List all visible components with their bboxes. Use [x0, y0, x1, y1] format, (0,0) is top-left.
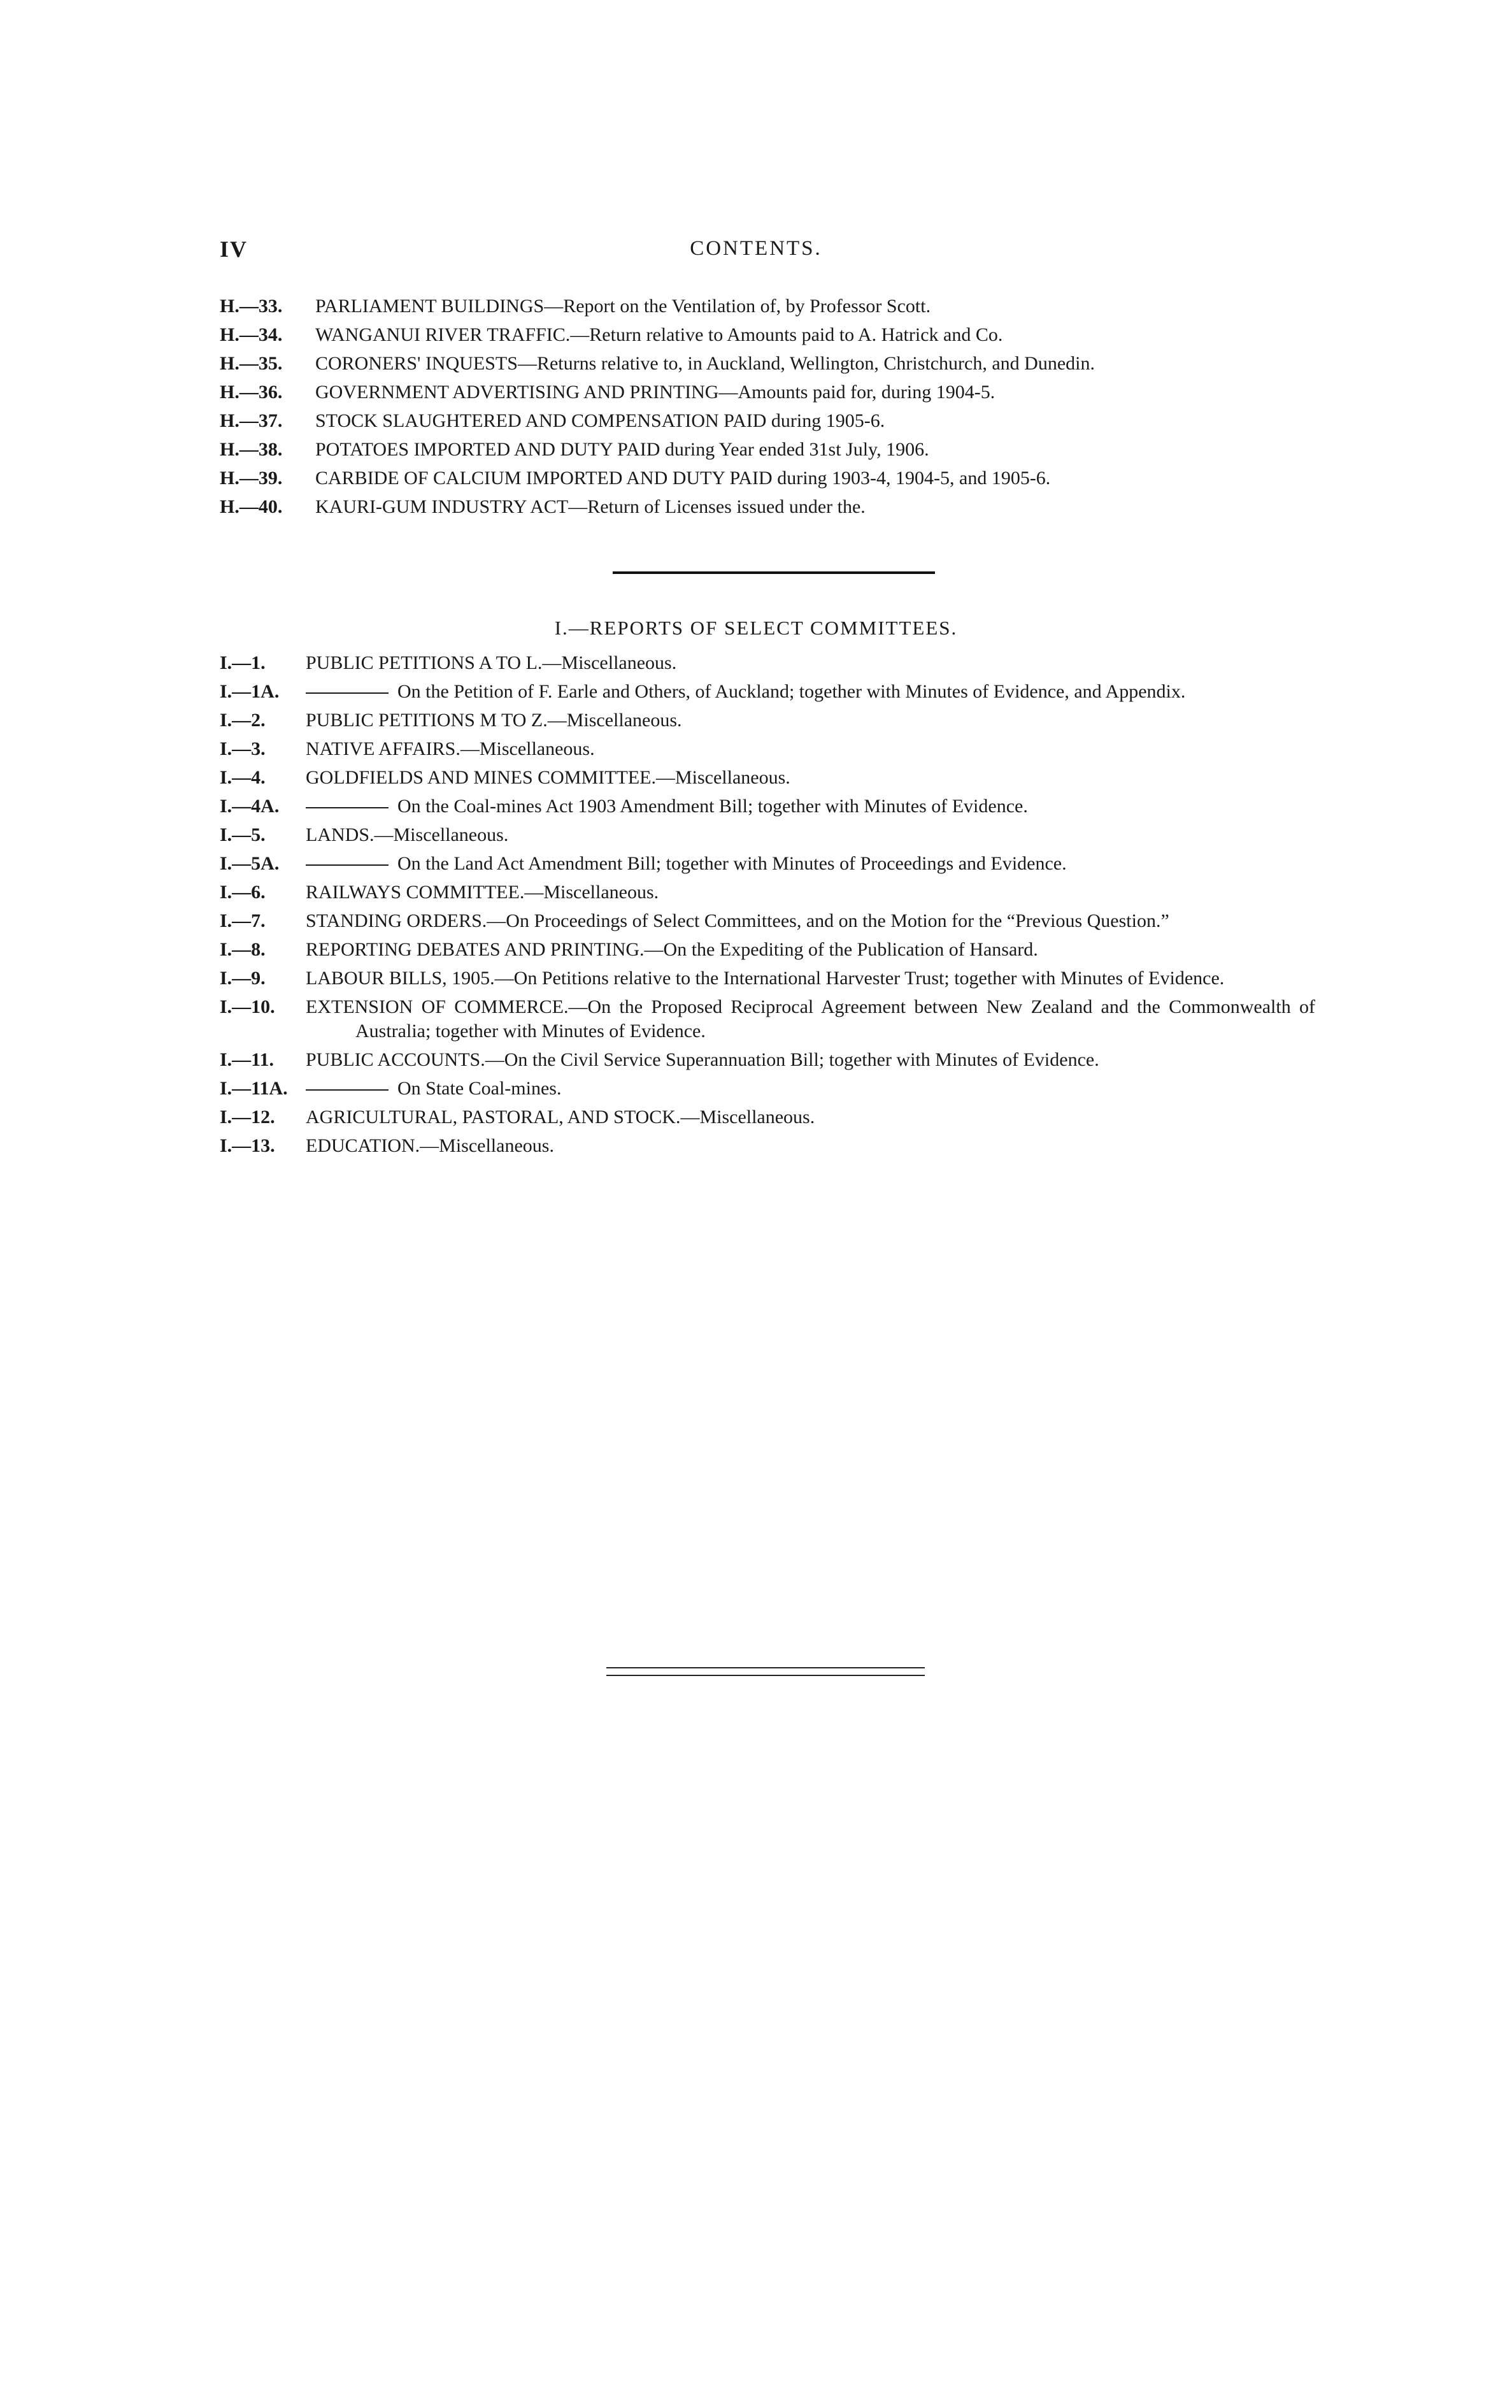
page-title: CONTENTS.	[690, 237, 822, 260]
list-item	[220, 909, 1315, 933]
section-heading: I.—REPORTS OF SELECT COMMITTEES.	[554, 617, 958, 639]
entry-text: RAILWAYS COMMITTEE.—Miscellaneous.	[306, 882, 659, 903]
entry-text: NATIVE AFFAIRS.—Miscellaneous.	[306, 738, 595, 759]
list-item	[220, 651, 1315, 675]
section-divider	[613, 571, 935, 574]
entry-code: H.—40.	[220, 496, 283, 517]
entry-text-body: On the Land Act Amendment Bill; together with Minutes of Proceedings and Evidence.	[397, 853, 1067, 874]
list-item	[220, 708, 1315, 733]
entry-text: REPORTING DEBATES AND PRINTING.—On the Expediting of the Publication of Hansard.	[306, 939, 1038, 960]
entry-code: I.—3.	[220, 738, 266, 759]
page-number: IV	[220, 236, 248, 262]
entry-code: H.—34.	[220, 324, 283, 345]
entry-code: I.—9.	[220, 968, 266, 989]
entry-text: POTATOES IMPORTED AND DUTY PAID during Year ended 31st July, 1906.	[315, 439, 929, 460]
list-item	[220, 1134, 1315, 1158]
entry-text: GOLDFIELDS AND MINES COMMITTEE.—Miscellaneous.	[306, 767, 790, 788]
list-item	[220, 323, 1315, 347]
list-item	[220, 938, 1315, 962]
entry-code: I.—13.	[220, 1135, 275, 1156]
ditto-dash	[306, 807, 389, 808]
entry-code: I.—8.	[220, 939, 266, 960]
i-series-list	[220, 651, 1315, 1163]
entry-code: I.—1.	[220, 652, 266, 673]
entry-code: I.—4A.	[220, 796, 280, 817]
entry-code: H.—37.	[220, 410, 283, 431]
entry-text: EXTENSION OF COMMERCE.—On the Proposed Reciprocal Agreement between New Zealand and the Commonwealth of Australia; together with Minutes of Evidence.	[306, 996, 1315, 1042]
entry-code: I.—7.	[220, 910, 266, 931]
list-item	[220, 1048, 1315, 1072]
entry-text: LANDS.—Miscellaneous.	[306, 824, 509, 845]
entry-text: WANGANUI RIVER TRAFFIC.—Return relative to Amounts paid to A. Hatrick and Co.	[315, 324, 1003, 345]
list-item	[220, 766, 1315, 790]
list-item	[220, 294, 1315, 319]
entry-text: GOVERNMENT ADVERTISING AND PRINTING—Amounts paid for, during 1904-5.	[315, 382, 995, 403]
entry-code: H.—38.	[220, 439, 283, 460]
entry-code: H.—36.	[220, 382, 283, 403]
list-item	[220, 880, 1315, 905]
list-item	[220, 495, 1315, 519]
entry-text-body: On State Coal-mines.	[397, 1078, 562, 1099]
entry-text: PUBLIC PETITIONS A TO L.—Miscellaneous.	[306, 652, 677, 673]
h-series-list	[220, 294, 1315, 524]
entry-text: CORONERS' INQUESTS—Returns relative to, in Auckland, Wellington, Christchurch, and Dunedin.	[315, 353, 1095, 374]
entry-code: H.—35.	[220, 353, 283, 374]
entry-text: STOCK SLAUGHTERED AND COMPENSATION PAID during 1905-6.	[315, 410, 885, 431]
entry-text: PUBLIC ACCOUNTS.—On the Civil Service Superannuation Bill; together with Minutes of Evidence.	[306, 1049, 1099, 1070]
entry-code: H.—39.	[220, 468, 283, 489]
entry-text: KAURI-GUM INDUSTRY ACT—Return of Licenses issued under the.	[315, 496, 866, 517]
entry-code: I.—2.	[220, 710, 266, 731]
entry-code: H.—33.	[220, 296, 283, 317]
list-item	[220, 380, 1315, 405]
entry-code: I.—5.	[220, 824, 266, 845]
entry-code: I.—10.	[220, 996, 275, 1017]
ditto-dash	[306, 692, 389, 694]
entry-text-body: On the Coal-mines Act 1903 Amendment Bill; together with Minutes of Evidence.	[397, 796, 1028, 817]
entry-text	[306, 794, 1315, 819]
ditto-dash	[306, 864, 389, 866]
entry-text	[306, 1077, 1315, 1101]
entry-text: PUBLIC PETITIONS M TO Z.—Miscellaneous.	[306, 710, 682, 731]
list-item	[220, 995, 1315, 1043]
entry-code: I.—6.	[220, 882, 266, 903]
entry-code: I.—11.	[220, 1049, 275, 1070]
ditto-dash	[306, 1089, 389, 1091]
entry-text-body: On the Petition of F. Earle and Others, of Auckland; together with Minutes of Evidence, and Appendix.	[397, 681, 1186, 702]
list-item	[220, 1105, 1315, 1129]
list-item	[220, 737, 1315, 761]
entry-text: EDUCATION.—Miscellaneous.	[306, 1135, 554, 1156]
list-item	[220, 680, 1315, 704]
entry-text	[306, 680, 1315, 704]
entry-code: I.—12.	[220, 1107, 275, 1128]
list-item	[220, 966, 1315, 991]
entry-code: I.—1A.	[220, 681, 280, 702]
end-divider	[606, 1667, 925, 1676]
list-item	[220, 352, 1315, 376]
entry-code: I.—4.	[220, 767, 266, 788]
list-item	[220, 466, 1315, 491]
list-item	[220, 438, 1315, 462]
entry-text: AGRICULTURAL, PASTORAL, AND STOCK.—Miscellaneous.	[306, 1107, 815, 1128]
entry-code: I.—11A.	[220, 1078, 288, 1099]
list-item	[220, 823, 1315, 847]
list-item	[220, 852, 1315, 876]
entry-text: PARLIAMENT BUILDINGS—Report on the Ventilation of, by Professor Scott.	[315, 296, 931, 317]
entry-text: CARBIDE OF CALCIUM IMPORTED AND DUTY PAID during 1903-4, 1904-5, and 1905-6.	[315, 468, 1051, 489]
list-item	[220, 794, 1315, 819]
list-item	[220, 409, 1315, 433]
entry-text	[306, 852, 1315, 876]
list-item	[220, 1077, 1315, 1101]
entry-text: LABOUR BILLS, 1905.—On Petitions relative to the International Harvester Trust; together with Minutes of Evidence.	[306, 968, 1225, 989]
entry-text: STANDING ORDERS.—On Proceedings of Select Committees, and on the Motion for the “Previous Question.”	[306, 910, 1169, 931]
entry-code: I.—5A.	[220, 853, 280, 874]
